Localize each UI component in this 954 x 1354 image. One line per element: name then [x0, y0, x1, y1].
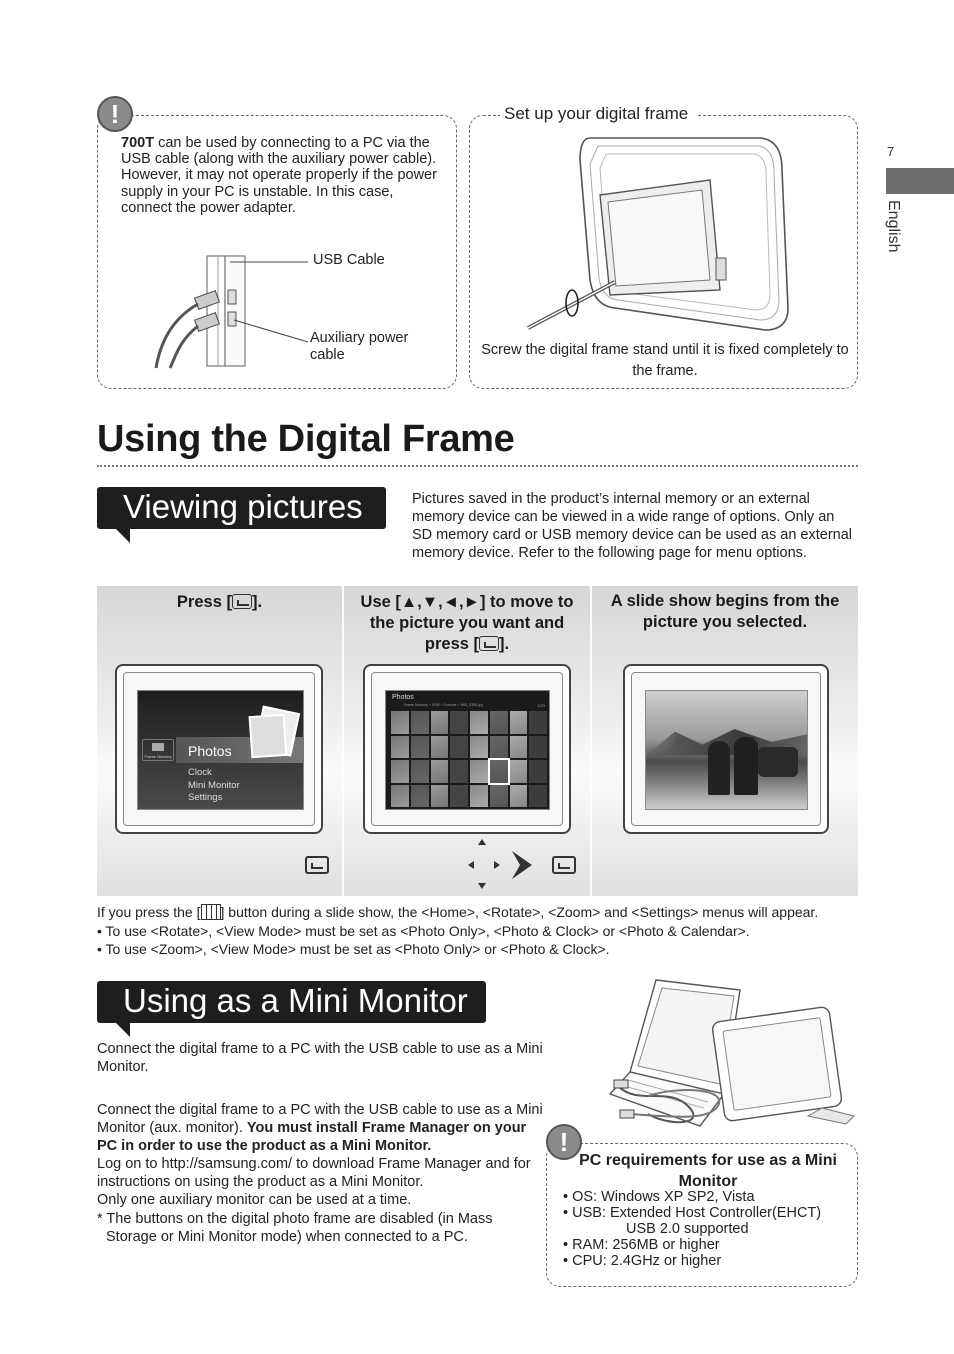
note-text-1: can be used by connecting to a PC via the USB cable (along with the auxiliary power cable).: [121, 135, 437, 168]
page-number: 7: [887, 144, 895, 159]
viewing-intro: Pictures saved in the product’s internal memory or an external memory device can be viewed in a wide range of options. Only an SD memory card or USB memory device can be used as an external memory device. Refer to the following page for menu options.: [412, 491, 853, 561]
photo-thumbnail[interactable]: [450, 760, 468, 783]
frame-illustration: [115, 664, 323, 834]
photo-thumbnail[interactable]: [431, 711, 449, 734]
req-os: • OS: Windows XP SP2, Vista: [563, 1189, 755, 1205]
usb-cable-illustration: [150, 250, 320, 370]
photo-thumbnail[interactable]: [450, 736, 468, 759]
menu-screen: [137, 690, 304, 810]
frame-illustration: [363, 664, 571, 834]
photo-thumbnail[interactable]: [411, 785, 429, 808]
photo-thumbnail[interactable]: [529, 785, 547, 808]
req-usb: • USB: Extended Host Controller(EHCT) USB 2.0 supported: [563, 1204, 822, 1237]
photo-thumbnail[interactable]: [510, 760, 528, 783]
menu-list: [188, 767, 240, 805]
requirements-list: [563, 1190, 853, 1270]
step-2: [344, 586, 590, 896]
step-1: [97, 586, 342, 896]
setup-title: Set up your digital frame: [500, 104, 696, 124]
photo-thumbnail[interactable]: [470, 760, 488, 783]
photo-thumbnail[interactable]: [470, 736, 488, 759]
menu-item-settings: Settings: [188, 792, 223, 803]
photo-thumbnail[interactable]: [391, 785, 409, 808]
exclamation-icon: !: [97, 96, 133, 132]
step-2-instruction: Use [▲,▼,◄,►] to move to the picture you want and press [ ].: [360, 593, 574, 653]
footnote-rotate: • To use <Rotate>, <View Mode> must be set as <Photo Only>, <Photo & Clock> or <Photo & Calendar>.: [97, 922, 750, 939]
photo-thumbnail[interactable]: [470, 785, 488, 808]
viewing-steps-panel: [97, 586, 858, 896]
usb-cable-label: USB Cable: [313, 252, 385, 268]
note-text-2: However, it may not operate properly if the power supply in your PC is unstable. In this case, connect the power adapter.: [121, 167, 437, 216]
photo-thumbnail[interactable]: [490, 736, 508, 759]
enter-button-icon: [552, 856, 576, 874]
photo-thumbnail[interactable]: [391, 760, 409, 783]
mini-monitor-intro: Connect the digital frame to a PC with the USB cable to use as a Mini Monitor.: [97, 1041, 543, 1075]
req-cpu: • CPU: 2.4GHz or higher: [563, 1252, 722, 1269]
requirements-title: PC requirements for use as a Mini Monitor: [579, 1152, 837, 1190]
enter-icon: [232, 594, 252, 609]
photo-thumbnail[interactable]: [450, 785, 468, 808]
banner-notch: [116, 1023, 130, 1037]
photo-thumbnail[interactable]: [470, 711, 488, 734]
mini-monitor-instructions: Connect the digital frame to a PC with the USB cable to use as a Mini Monitor (aux. monitor). You must install Frame Manager on your PC in order to use the product as a Mini Monitor. Log on to http://samsung.com/ to download Frame Manager and for instructions on using the product as a Mini Monitor. Only one auxiliary monitor can be used at a time. * The buttons on the digital photo frame are disabled (in Mass Storage or Mini Monitor mode) when connected to a PC.: [97, 1102, 543, 1245]
menu-item-mini-monitor: Mini Monitor: [188, 779, 240, 791]
title-divider: [97, 465, 858, 467]
photo-thumbnail[interactable]: [529, 760, 547, 783]
photo-thumbnail[interactable]: [411, 711, 429, 734]
mini-monitor-banner: Using as a Mini Monitor: [97, 981, 486, 1023]
memory-icon: Frame Memory: [142, 739, 174, 761]
footnote-zoom: • To use <Zoom>, <View Mode> must be set as <Photo Only> or <Photo & Clock>.: [97, 941, 610, 958]
photo-thumbnail[interactable]: [391, 711, 409, 734]
photo-thumbnail[interactable]: [529, 736, 547, 759]
slideshow-footnote: If you press the [ ] button during a slide show, the <Home>, <Rotate>, <Zoom> and <Settings> menus will appear. • To use <Rotate>, <View Mode> must be set as <Photo Only>, <Photo & Clock> or <Photo & Calendar>. • To use <Zoom>, <View Mode> must be set as <Photo Only> or <Photo & Clock>.: [97, 903, 877, 959]
req-ram: • RAM: 256MB or higher: [563, 1236, 720, 1253]
usb-note-text: [121, 135, 441, 216]
photo-thumbnail[interactable]: [431, 785, 449, 808]
photo-thumbnail[interactable]: [411, 760, 429, 783]
child-figure: [708, 741, 730, 795]
photo-thumbnail[interactable]: [450, 711, 468, 734]
photo-thumbnail[interactable]: [490, 785, 508, 808]
direction-keys-icon: [464, 836, 564, 892]
child-figure: [734, 737, 758, 795]
step-3-instruction: A slide show begins from the picture you selected.: [610, 592, 840, 631]
photo-thumbnail[interactable]: [411, 736, 429, 759]
model-name: 700T: [121, 135, 155, 151]
language-tab-label: English: [885, 200, 902, 253]
frame-stand-illustration: [520, 130, 800, 335]
exclamation-icon: !: [546, 1124, 582, 1160]
photo-thumbnail[interactable]: [529, 711, 547, 734]
step-3: [592, 586, 858, 896]
photo-browser-screen: [385, 690, 550, 810]
slideshow-photo: [645, 690, 808, 810]
photo-thumbnail[interactable]: [490, 760, 508, 783]
photo-thumbnail[interactable]: [490, 711, 508, 734]
page-title: Using the Digital Frame: [97, 418, 515, 460]
frame-illustration: [623, 664, 829, 834]
section-tab-marker: [886, 168, 954, 194]
browser-count: 1/23: [537, 703, 545, 708]
photo-thumbnail[interactable]: [431, 736, 449, 759]
banner-notch: [116, 529, 130, 543]
menu-photos: Photos: [188, 743, 232, 759]
laptop-frame-illustration: [608, 976, 858, 1136]
photo-thumbnail[interactable]: [391, 736, 409, 759]
photo-thumbnail[interactable]: [510, 711, 528, 734]
enter-icon: [479, 636, 499, 651]
enter-button-icon: [305, 856, 329, 874]
browser-path: Frame Memory > 2008 > Summer > IMG_0386.jpg: [404, 703, 483, 707]
photo-thumbnail[interactable]: [510, 736, 528, 759]
thumbnail-grid: [391, 711, 547, 807]
browser-title: Photos: [392, 694, 414, 701]
step-1-instruction: Press [ ].: [176, 593, 263, 611]
setup-caption: Screw the digital frame stand until it is fixed completely to the frame.: [481, 342, 849, 379]
viewing-pictures-banner: Viewing pictures: [97, 487, 386, 529]
photo-thumbnail[interactable]: [510, 785, 528, 808]
auxiliary-cable-label: Auxiliary power cable: [310, 330, 409, 363]
menu-item-clock: Clock: [188, 767, 212, 778]
photo-thumbnail[interactable]: [431, 760, 449, 783]
menu-button-icon: [201, 904, 221, 920]
